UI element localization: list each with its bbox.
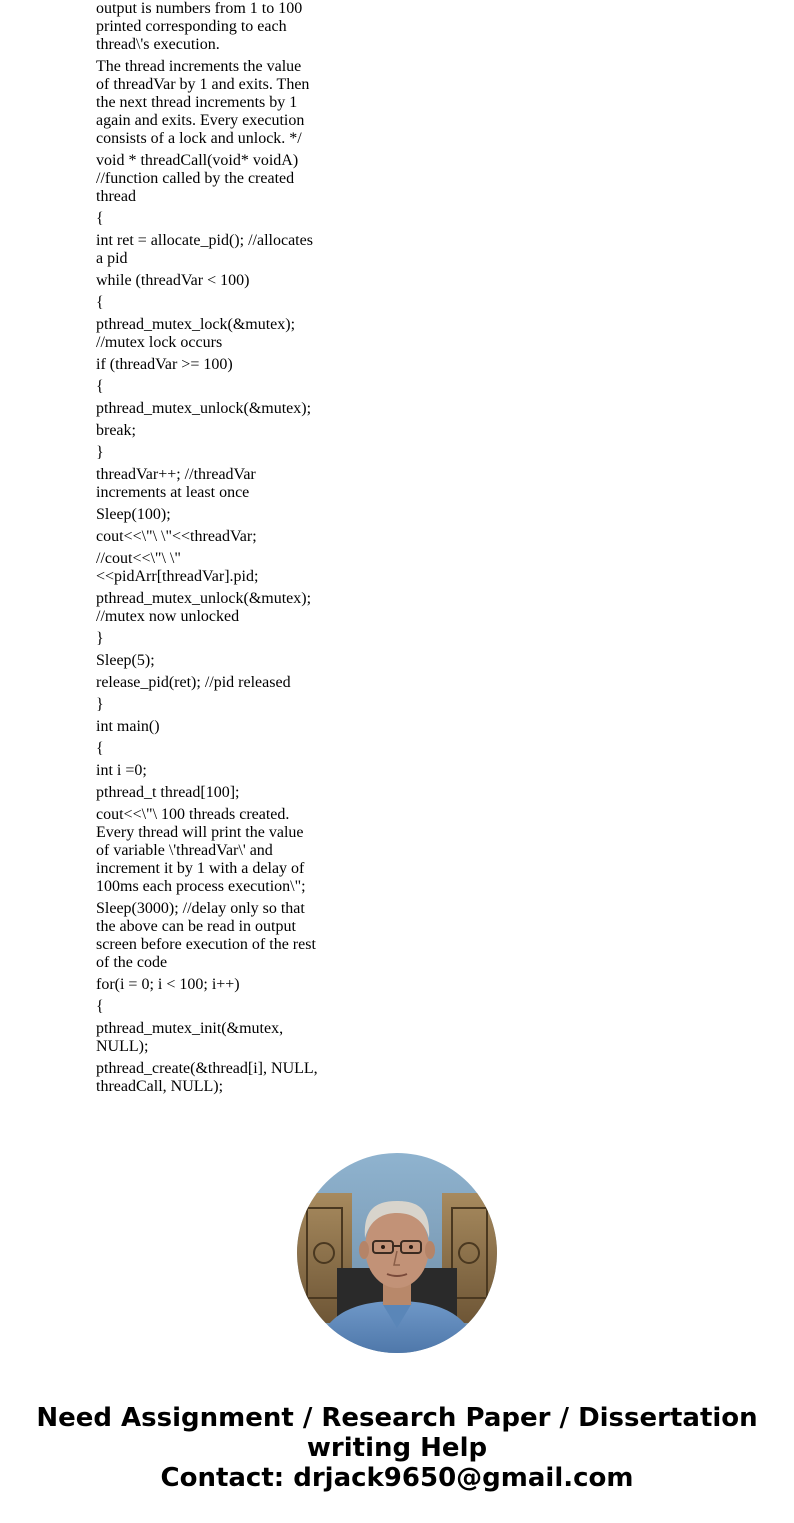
- text-line: cout<<\"\ 100 threads created. Every thread will print the value of variable \'threadVar\' and increment it by 1 with a delay of 100ms each process execution\";: [96, 806, 306, 895]
- text-line: Sleep(5);: [96, 652, 155, 669]
- text-line: Sleep(3000); //delay only so that the above can be read in output screen before execution of the rest of the code: [96, 900, 316, 971]
- text-line: int ret = allocate_pid(); //allocates a pid: [96, 232, 313, 267]
- text-line: int i =0;: [96, 762, 147, 779]
- banner-line: writing Help: [306, 1433, 488, 1463]
- text-line: }: [96, 444, 104, 461]
- text-line: pthread_create(&thread[i], NULL, threadCall, NULL);: [96, 1060, 318, 1095]
- contact-line: Contact: drjack9650@gmail.com: [160, 1463, 634, 1493]
- text-line: pthread_mutex_unlock(&mutex); //mutex now unlocked: [96, 590, 312, 625]
- code-listing: [96, 0, 318, 1100]
- text-line: Sleep(100);: [96, 506, 171, 523]
- text-line: for(i = 0; i < 100; i++): [96, 976, 240, 993]
- text-line: }: [96, 630, 104, 647]
- text-line: if (threadVar >= 100): [96, 356, 233, 373]
- text-line: {: [96, 294, 104, 311]
- text-line: cout<<\"\ \"<<threadVar;: [96, 528, 257, 545]
- avatar: [297, 1153, 497, 1353]
- text-line: {: [96, 998, 104, 1015]
- text-line: {: [96, 740, 104, 757]
- text-line: threadVar++; //threadVar increments at least once: [96, 466, 256, 501]
- text-line: }: [96, 696, 104, 713]
- banner-line: Need Assignment / Research Paper / Dissertation: [36, 1403, 758, 1433]
- text-line: pthread_mutex_lock(&mutex); //mutex lock occurs: [96, 316, 296, 351]
- text-line: pthread_mutex_init(&mutex, NULL);: [96, 1020, 284, 1055]
- text-line: pthread_t thread[100];: [96, 784, 240, 801]
- text-line: {: [96, 210, 104, 227]
- text-line: pthread_mutex_unlock(&mutex);: [96, 400, 312, 417]
- text-line: void * threadCall(void* voidA) //function called by the created thread: [96, 152, 299, 205]
- text-line: {: [96, 378, 104, 395]
- contact-banner: [0, 1403, 794, 1493]
- text-line: The thread increments the value of threadVar by 1 and exits. Then the next thread increments by 1 again and exits. Every execution consists of a lock and unlock. */: [96, 58, 310, 147]
- text-line: while (threadVar < 100): [96, 272, 250, 289]
- text-line: output is numbers from 1 to 100 printed corresponding to each thread\'s execution.: [96, 0, 303, 53]
- text-line: int main(): [96, 718, 160, 735]
- person-photo-icon: [297, 1153, 497, 1353]
- text-line: break;: [96, 422, 136, 439]
- text-line: //cout<<\"\ \" <<pidArr[threadVar].pid;: [96, 550, 259, 585]
- text-line: release_pid(ret); //pid released: [96, 674, 291, 691]
